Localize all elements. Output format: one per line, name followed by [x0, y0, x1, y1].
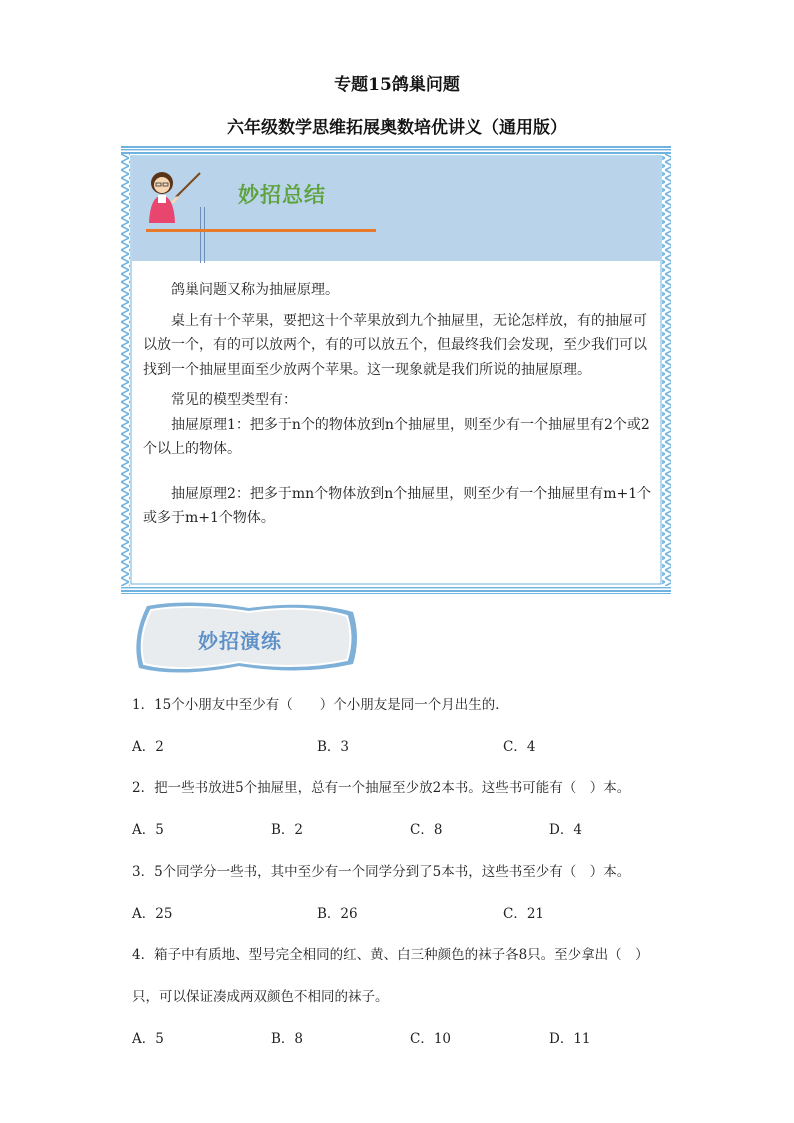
option: A．25 — [132, 906, 173, 922]
option: C．4 — [503, 739, 536, 755]
question-2: 2．把一些书放进5个抽屉里，总有一个抽屉至少放2本书。这些书可能有（ ）本。 — [132, 780, 631, 796]
option: A．5 — [132, 1031, 164, 1047]
option: B．26 — [317, 906, 358, 922]
question-3: 3．5个同学分一些书，其中至少有一个同学分到了5本书，这些书至少有（ ）本。 — [132, 864, 631, 880]
option: A．2 — [132, 739, 164, 755]
summary-paragraph: 抽屉原理2：把多于mn个物体放到n个抽屉里，则至少有一个抽屉里有m+1个或多于m+1个物体。 — [143, 485, 652, 526]
option: B．2 — [271, 822, 304, 838]
header-divider-line — [200, 207, 201, 263]
header-underline — [146, 229, 376, 232]
question-1: 1．15个小朋友中至少有（ ）个小朋友是同一个月出生的． — [132, 697, 509, 713]
document-title: 专题15鸽巢问题 — [334, 75, 460, 95]
option: D．11 — [549, 1031, 591, 1047]
teacher-pointer-icon — [142, 167, 202, 225]
summary-body — [143, 278, 653, 531]
option: C．8 — [410, 822, 443, 838]
question-4: 4．箱子中有质地、型号完全相同的红、黄、白三种颜色的袜子各8只。至少拿出（ ） — [132, 947, 649, 963]
option: B．8 — [271, 1031, 304, 1047]
summary-box — [121, 146, 671, 594]
summary-heading: 妙招总结 — [238, 183, 326, 207]
summary-header — [132, 157, 660, 261]
option: C．21 — [503, 906, 545, 922]
summary-paragraph: 抽屉原理1：把多于n个的物体放到n个抽屉里，则至少有一个抽屉里有2个或2个以上的物体。 — [143, 416, 650, 457]
document-subtitle: 六年级数学思维拓展奥数培优讲义（通用版） — [227, 118, 567, 138]
exercise-heading: 妙招演练 — [198, 629, 282, 653]
option: B．3 — [317, 739, 350, 755]
header-divider-line — [204, 207, 205, 263]
option: A．5 — [132, 822, 164, 838]
summary-paragraph: 常见的模型类型有： — [171, 392, 297, 408]
option: D．4 — [549, 822, 582, 838]
option: C．10 — [410, 1031, 452, 1047]
summary-paragraph: 桌上有十个苹果，要把这十个苹果放到九个抽屉里，无论怎样放，有的抽屉可以放一个，有的可以放两个，有的可以放五个，但最终我们会发现，至少我们可以找到一个抽屉里面至少放两个苹果。这一现象就是我们所说的抽屉原理。 — [143, 312, 647, 378]
question-4-continued: 只，可以保证凑成两双颜色不相同的袜子。 — [132, 989, 389, 1005]
summary-paragraph: 鸽巢问题又称为抽屉原理。 — [171, 282, 339, 298]
